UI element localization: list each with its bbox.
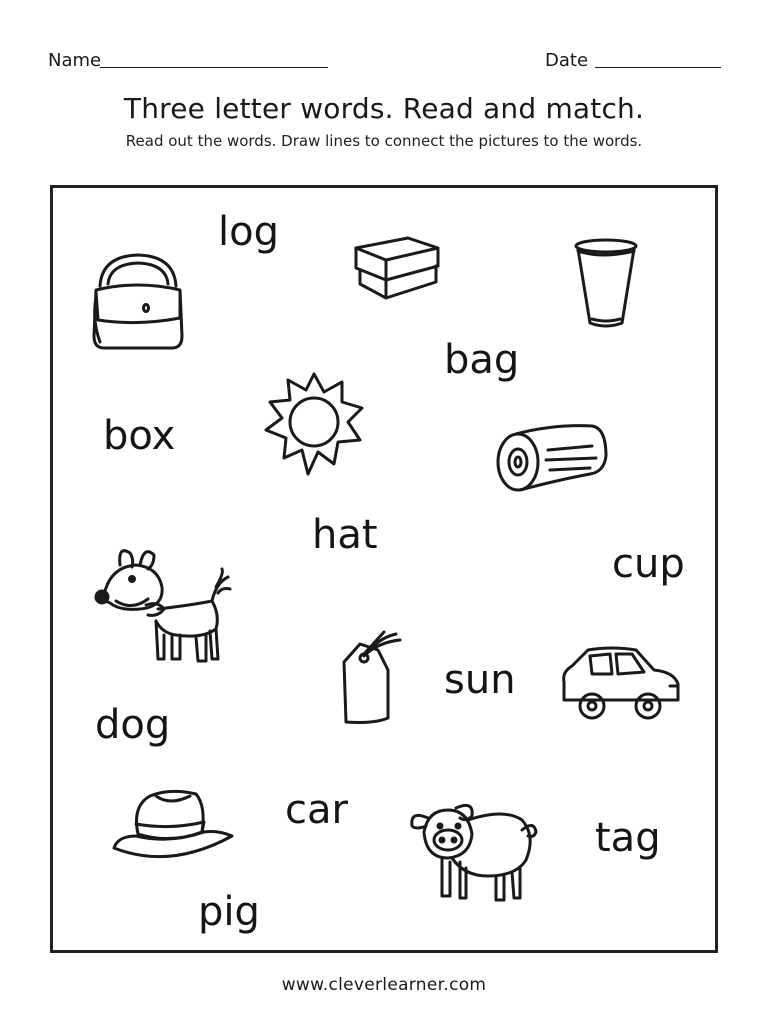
word-sun[interactable]: sun [444,657,516,703]
word-dog[interactable]: dog [95,702,171,748]
word-log[interactable]: log [218,209,279,255]
word-car[interactable]: car [285,787,348,833]
word-tag[interactable]: tag [595,815,661,861]
word-pig[interactable]: pig [198,889,260,935]
worksheet-instructions: Read out the words. Draw lines to connect the pictures to the words. [125,132,643,150]
date-line[interactable] [595,67,721,68]
dog-icon[interactable] [92,543,232,665]
word-bag[interactable]: bag [444,337,520,383]
date-label: Date [545,50,589,71]
word-cup[interactable]: cup [612,541,685,587]
website-footer[interactable]: www.cleverlearner.com [281,975,487,995]
tag-icon[interactable] [334,628,402,728]
car-icon[interactable] [558,644,682,724]
word-box[interactable]: box [103,413,176,459]
word-hat[interactable]: hat [312,512,378,558]
bag-icon[interactable] [88,250,188,354]
box-icon[interactable] [350,230,442,305]
worksheet-title: Three letter words. Read and match. [123,92,645,125]
hat-icon[interactable] [110,786,236,866]
sun-icon[interactable] [262,368,366,478]
pig-icon[interactable] [404,796,540,906]
cup-icon[interactable] [572,237,640,331]
log-icon[interactable] [494,420,610,494]
name-label: Name [48,50,102,71]
name-line[interactable] [100,67,328,68]
